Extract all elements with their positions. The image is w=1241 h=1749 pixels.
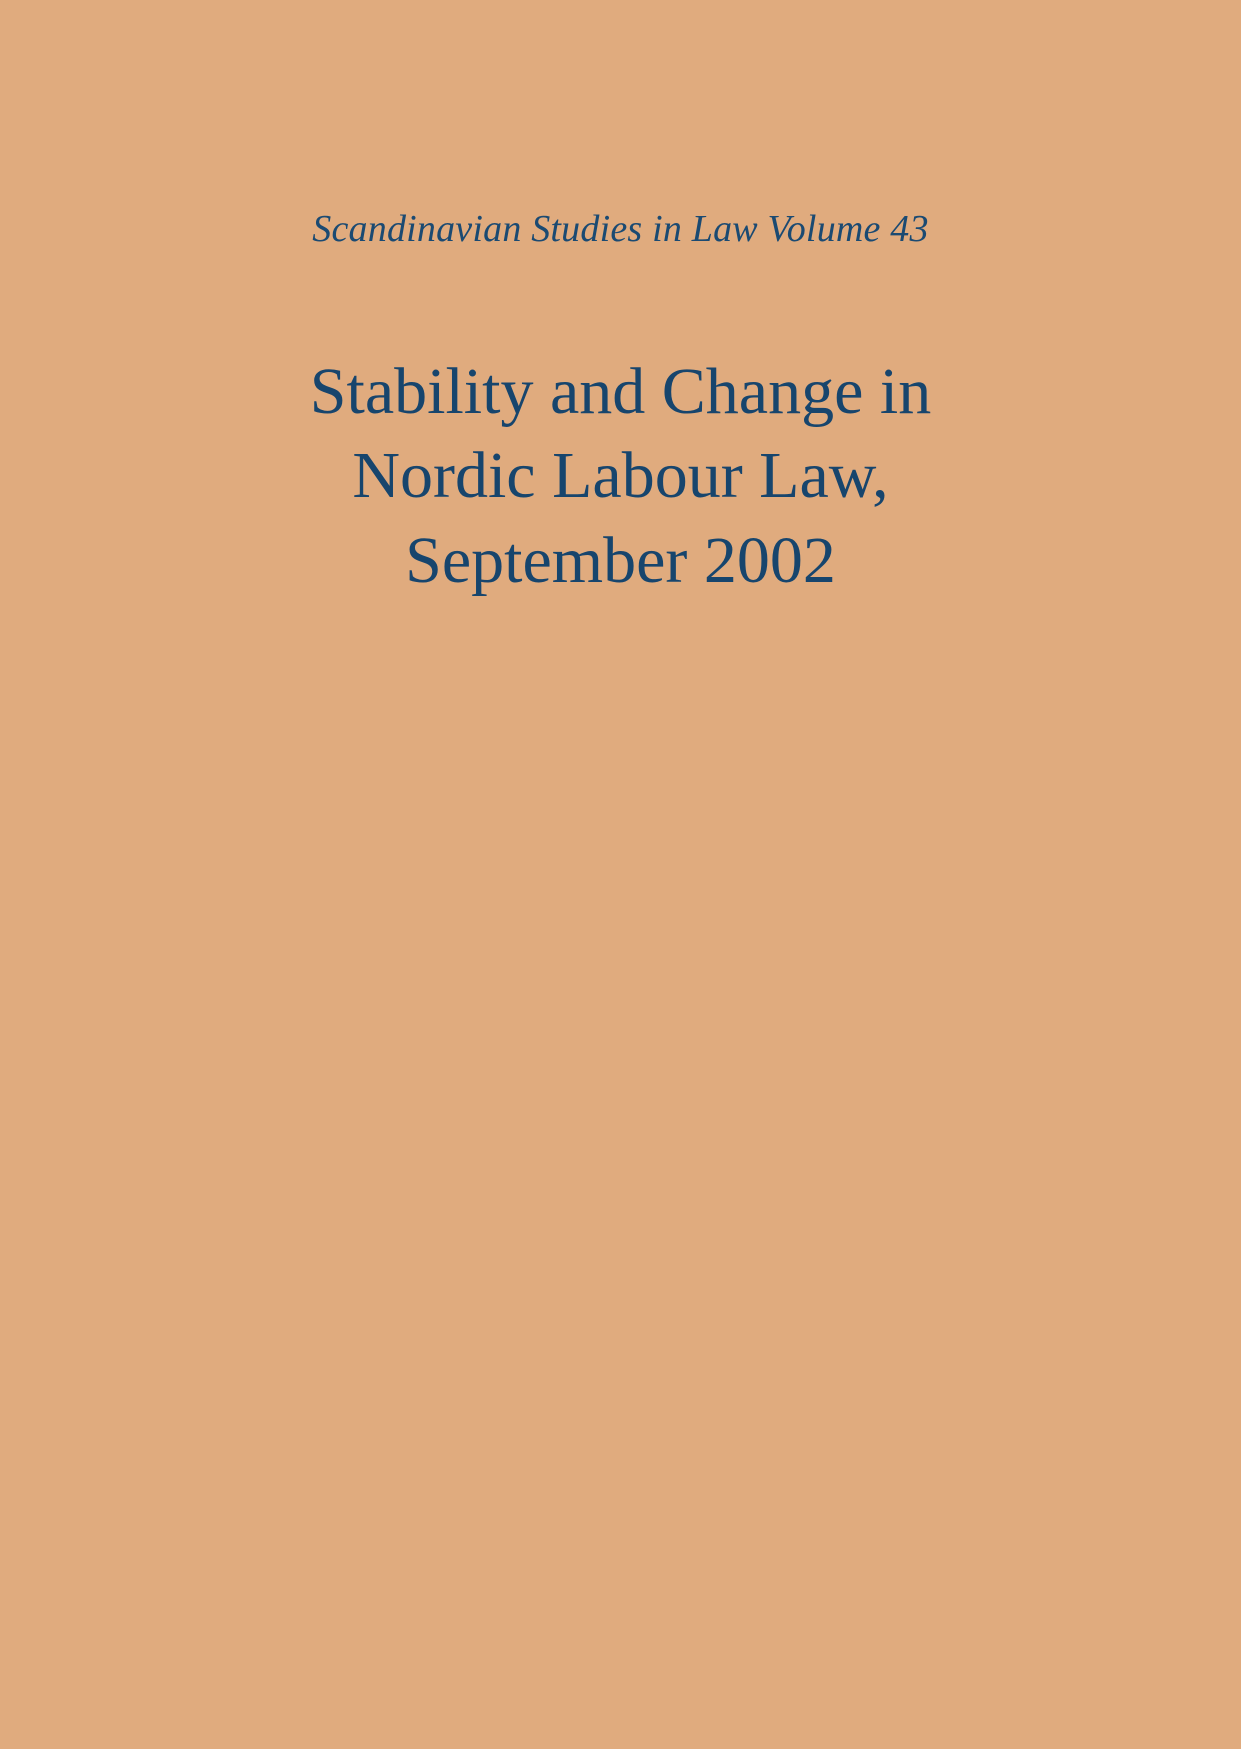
- page-title: [0, 350, 1241, 603]
- title-line-2: Nordic Labour Law,: [352, 439, 889, 513]
- series-title: Scandinavian Studies in Law Volume 43: [312, 208, 929, 250]
- title-line-1: Stability and Change in: [309, 355, 932, 428]
- title-line-3: September 2002: [405, 523, 836, 597]
